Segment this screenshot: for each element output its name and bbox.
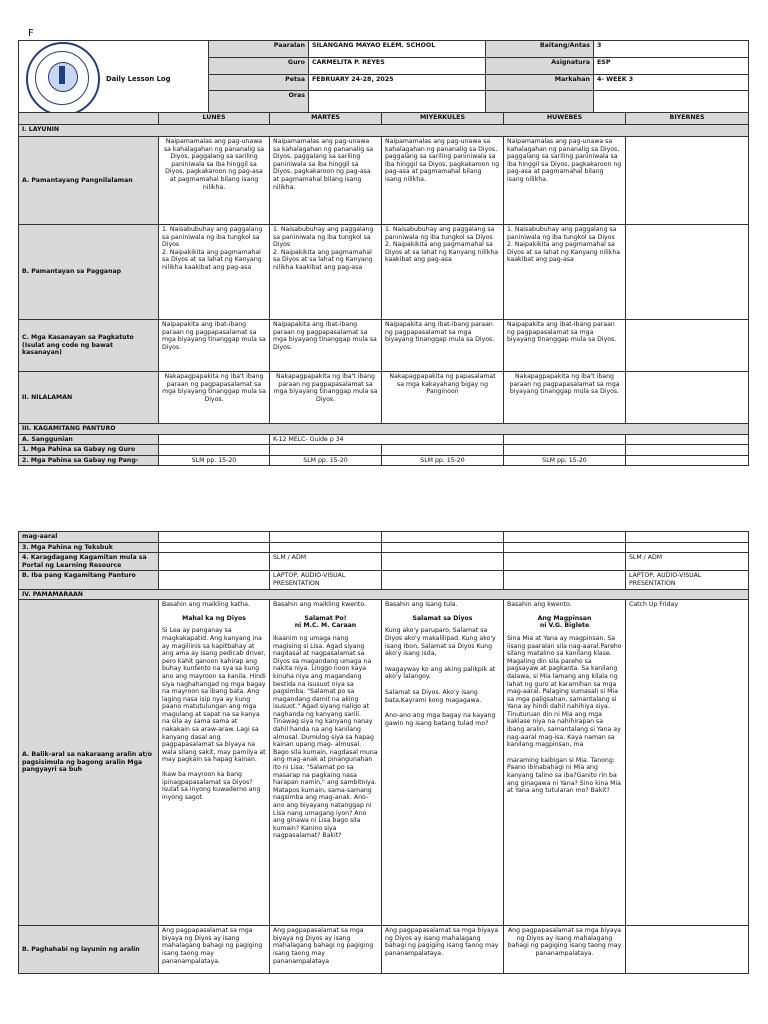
row-label-pang-mag-cont: mag-aaral	[19, 532, 159, 543]
cell-balik-wed	[382, 600, 504, 926]
cell-balik-fri: Catch Up Friday	[626, 600, 749, 926]
corner-cell	[19, 113, 159, 125]
row-label-a: A. Pamantayang Pangnilalaman	[19, 137, 159, 225]
label-date: Petsa	[209, 74, 309, 91]
cell-sang-mon	[159, 434, 270, 445]
label-subject: Asignatura	[486, 57, 594, 74]
section-pamamaraan: IV. PAMAMARAAN	[19, 589, 749, 600]
cell-slm-mon: SLM pp. 15-20	[159, 455, 270, 466]
cell-slm-thu: SLM pp. 15-20	[504, 455, 626, 466]
label-quarter: Markahan	[486, 74, 594, 91]
cell-a-fri	[626, 137, 749, 225]
cell-nil-thu: Nakapagpapakita ng iba't ibang paraan ng pagpapasalamat sa mga biyayang tinanggap mula sa Diyos.	[504, 372, 626, 424]
value-subject: ESP	[594, 57, 749, 74]
cell-pag-fri	[626, 926, 749, 974]
story-tue-intro: Basahin ang maikling kwento.	[273, 601, 367, 609]
cell-balik-mon	[159, 600, 270, 926]
cell-b-thu: 1. Naisabubuhay ang paggalang sa paniniwala ng iba tungkol sa Diyos 2. Naipakikita ang pagmamahal sa Diyos at sa lahat ng Kanyang nilikha kaakibat ang pag-asa	[504, 225, 626, 320]
story-thu-body: Sina Mia at Yana ay magpinsan. Sa iisang paaralan sila nag-aaral.Pareho silang matalino sa kanilang klase. Magaling din sila pareho sa pagsayaw at pagkanta. Sa kanilang dalawa, si Mia lamang ang kilala ng lahat ng guro at karamihan sa mga mag-aaral. Palaging sumasali si Mia sa mga paligsahan, samantalang si Yana ay hindi dahil nahihiya siya. Tinuturuan din ni Mia ang mga kaklase niya na nahihirapan sa ibang aralin, samantalang si Yana ay nag-aaral mag-isa. Kaya naman sa kanilang magpinsan, ma	[507, 634, 622, 749]
day-head-fri: BIYERNES	[626, 113, 749, 125]
section-nilalaman: II. NILALAMAN	[19, 372, 159, 424]
lesson-table-1	[18, 112, 749, 466]
section-kagamitan: III. KAGAMITANG PANTURO	[19, 424, 749, 435]
cell-nil-wed: Nakapagpapakita ng papasalamat sa mga kakayahang bigay ng Panginoon	[382, 372, 504, 424]
cell-a-tue: Naipamamalas ang pag-unawa sa kahalagahan ng pananalig sa Diyos, paggalang sa sariling paniniwala sa iba hinggil sa Diyos, pagkakaroon ng pag-asa at pagmamahal bilang isang nilikha.	[270, 137, 382, 225]
story-wed-title: Salamat sa Diyos	[412, 614, 473, 622]
cell-iba-tue: LAPTOP, AUDIO-VISUAL PRESENTATION	[270, 571, 382, 589]
cell-a-mon: Naipamamalas ang pag-unawa sa kahalagahan ng pananalig sa Diyos, paggalang sa sariling paniniwala sa iba hinggil sa Diyos, pagkakaroon ng pag-asa at pagmamahal bilang isang nilikha.	[159, 137, 270, 225]
cell-pm2-mon	[159, 532, 270, 543]
story-thu-intro: Basahin ang kwento.	[507, 601, 572, 609]
cell-pag-mon: Ang pagpapasalamat sa mga biyaya ng Diyos ay isang mahalagang bahagi ng pagiging isang taong may pananampalataya.	[159, 926, 270, 974]
cell-sang-val: K-12 MELC- Guide p 34	[270, 434, 504, 445]
row-label-b: B. Pamantayan sa Pagganap	[19, 225, 159, 320]
story-wed-question: Ano-ano ang mga bagay na kayang gawin ng isang batang tulad mo?	[385, 712, 496, 727]
value-quarter: 4- WEEK 3	[594, 74, 749, 91]
section-layunin: I. LAYUNIN	[19, 125, 749, 137]
cell-b-fri	[626, 225, 749, 320]
cell-b-mon: 1. Naisabubuhay ang paggalang sa paniniwala ng iba tungkol sa Diyos 2. Naipakikita ang pagmamahal sa Diyos at sa lahat ng Kanyang nilikha kaakibat ang pag-asa	[159, 225, 270, 320]
cell-slm-tue: SLM pp. 15-20	[270, 455, 382, 466]
cell-iba-wed	[382, 571, 504, 589]
label-time: Oras	[209, 91, 309, 118]
cell-c-fri	[626, 320, 749, 372]
log-title: Daily Lesson Log	[106, 75, 171, 83]
cell-slm-fri	[626, 455, 749, 466]
lesson-table-page-2	[18, 531, 748, 974]
cell-kar-wed	[382, 553, 504, 571]
cell-guro-wed	[382, 445, 504, 456]
day-head-thu: HUWEBES	[504, 113, 626, 125]
row-label-balik: A. Balik-aral sa nakaraang aralin at/o pagsisimula ng bagong aralin Mga pangyayri sa buh	[19, 600, 159, 926]
cell-a-thu: Naipamamalas ang pag-unawa sa kahalagahan ng pananalig sa Diyos, paggalang sa sariling paniniwala sa iba hinggil sa Diyos, pagkakaroon ng pag-asa at pagmamahal bilang isang nilikha.	[504, 137, 626, 225]
value-date: FEBRUARY 24-28, 2025	[309, 74, 486, 91]
cell-pag-tue: Ang pagpapasalamat sa mga biyaya ng Diyos ay isang mahalagang bahagi ng pagiging isang taong may pananampalataya	[270, 926, 382, 974]
cell-pag-thu: Ang pagpapasalamat sa mga biyaya ng Diyos ay isang mahalagang bahagi ng pagiging isang taong may pananampalataya.	[504, 926, 626, 974]
cell-nil-fri	[626, 372, 749, 424]
cell-pm2-tue	[270, 532, 382, 543]
lesson-table-page-1	[18, 112, 748, 466]
cell-kar-tue: SLM / ADM	[270, 553, 382, 571]
day-head-mon: LUNES	[159, 113, 270, 125]
lesson-table-2	[18, 531, 749, 974]
corner-mark: F	[28, 28, 34, 39]
value-teacher: CARMELITA P. REYES	[309, 57, 486, 74]
label-grade: Baitang/Antas	[486, 41, 594, 58]
cell-kar-mon	[159, 553, 270, 571]
cell-guro-fri	[626, 445, 749, 456]
cell-balik-tue	[270, 600, 382, 926]
cell-iba-thu	[504, 571, 626, 589]
story-wed-intro: Basahin ang isang tula.	[385, 601, 458, 609]
cell-c-mon: Naipapakita ang ibat-ibang paraan ng pagpapasalamat sa mga biyayang tinanggap mula sa Diyos.	[159, 320, 270, 372]
story-mon-body: Si Lea ay panganay sa magkakapatid. Ang kanyang ina ay magiliinis sa kapitbahay at ang ama ay isang pedicab driver, pero kahit ganoon kahirap ang buhay kuntento na sya sa kung ano ang mayroon sa kanila. Hindi siya naghahangad ng mga bagay na mayroon sa ibang bata. Ang laging nasa isip nya ay kung paano matutulungan ang mga magulang at sapat na sa kanya na sila ay sama sama at nakakain sa araw-araw. Lagi sa kanyang dasal ang pagpapasalamat sa biyaya na wala silang sakit, may pamilya at may pagkain sa hapag kainan.	[162, 627, 266, 764]
cell-kar-fri: SLM / ADM	[626, 553, 749, 571]
cell-tb-tue	[270, 542, 382, 553]
story-mon-intro: Basahin ang maikling katha.	[162, 601, 250, 609]
cell-pm2-fri	[626, 532, 749, 543]
cell-balik-thu	[504, 600, 626, 926]
cell-b-wed: 1. Naisabubuhay ang paggalang sa paniniwala ng iba tungkol sa Diyos 2. Naipakikita ang pagmamahal sa Diyos at sa lahat ng Kanyang nilikha kaakibat ang pag-asa	[382, 225, 504, 320]
row-label-karagdagan: 4. Karagdagang Kagamitan mula sa Portal ng Learning Resource	[19, 553, 159, 571]
row-label-iba-pang: B. Iba pang Kagamitang Panturo	[19, 571, 159, 589]
logo-cell	[19, 41, 209, 118]
cell-pm2-wed	[382, 532, 504, 543]
cell-iba-fri: LAPTOP, AUDIO-VISUAL PRESENTATION	[626, 571, 749, 589]
story-thu-author: ni V.G. Biglete	[539, 622, 590, 630]
cell-slm-wed: SLM pp. 15-20	[382, 455, 504, 466]
story-thu-body2: maraming kaibigan si Mia. Tanong: Paano ibinabahagi ni Mia ang kanyang talino sa iba?Ganito rin ba ang ginagawa ni Yana? Sino kina Mia at Yana ang tutularan mo? Bakit?	[507, 756, 621, 795]
story-mon-question: Ikaw ba mayroon ka bang ipinagpapasalamat sa Diyos? Isulat sa inyong kuwaderno ang inyong sagot.	[162, 771, 261, 801]
cell-c-tue: Naipapakita ang ibat-ibang paraan ng pagpapasalamat sa mga biyayang tinanggap mula sa Diyos.	[270, 320, 382, 372]
cell-nil-tue: Nakapagpapakita ng iba't ibang paraan ng pagpapasalamat sa mga biyayang tinanggap mula sa Diyos.	[270, 372, 382, 424]
cell-sang-fri	[626, 434, 749, 445]
row-label-pang-mag: 2. Mga Pahina sa Gabay ng Pang-	[19, 455, 159, 466]
story-tue-author: ni M.C. M. Caraan	[294, 622, 357, 630]
cell-nil-mon: Nakapagpapakita ng iba't ibang paraan ng pagpapasalamat sa mga biyayang tinanggap mula sa Diyos.	[159, 372, 270, 424]
cell-kar-thu	[504, 553, 626, 571]
story-mon-title: Mahal ka ng Diyos	[182, 614, 246, 622]
cell-c-wed: Naipapakita ang ibat-ibang paraan ng pagpapasalamat sa mga biyayang tinanggap mula sa Diyos.	[382, 320, 504, 372]
cell-guro-thu	[504, 445, 626, 456]
cell-tb-thu	[504, 542, 626, 553]
cell-a-wed: Naipamamalas ang pag-unawa sa kahalagahan ng pananalig sa Diyos, paggalang sa sariling paniniwala sa iba hinggil sa Diyos, pagkakaroon ng pag-asa at pagmamahal bilang isang nilikha.	[382, 137, 504, 225]
story-wed-body3: Salamat sa Diyos. Ako'y isang bata,Kayrami kong magagawa.	[385, 688, 482, 704]
cell-b-tue: 1. Naisabubuhay ang paggalang sa paniniwala ng iba tungkol sa Diyos 2. Naipakikita ang pagmamahal sa Diyos at sa lahat ng Kanyang nilikha kaakibat ang pag-asa	[270, 225, 382, 320]
story-tue-body: Ikaanim ng umaga nang magising si Lisa. Agad siyang nagdasal at nagpasalamat sa Diyos sa magandang umaga na nakita niya. Linggo noon kaya kinuha niya ang magandang bestida na isusuot niya sa pagsimba. "Salamat po sa magandang damit na aking isusuot." Agad siyang naligo at naghanda ng kanyang sarili. Tinawag siya ng kanyang nanay dahil handa na ang kanilang almusal. Dumulog siya sa hapag kainan upang mag- almusal. Bago sila kumain, nagdasal muna ang mag-anak at pinangunahan ito ni Lisa. "Salamat po sa masarap na pagkaing nasa harapan namin," ang sambitniya. Matapos kumain, sama-samang nagsimba ang mag-anak. Ano-ano ang biyayang natanggap ni Lisa nang umagang iyon? Ano ang ginawa ni Lisa bago sila kumain? Kanino siya nagpasalamat? Bakit?	[273, 634, 378, 840]
cell-iba-mon	[159, 571, 270, 589]
label-teacher: Guro	[209, 57, 309, 74]
cell-pm2-thu	[504, 532, 626, 543]
row-label-c: C. Mga Kasanayan sa Pagkatuto (Isulat ang code ng bawat kasanayan)	[19, 320, 159, 372]
row-label-guro: 1. Mga Pahina sa Gabay ng Guro	[19, 445, 159, 456]
cell-c-thu: Naipapakita ang ibat-ibang paraan ng pagpapasalamat sa mga biyayang tinanggap mula sa Diyos.	[504, 320, 626, 372]
cell-tb-mon	[159, 542, 270, 553]
deped-seal-icon	[26, 42, 100, 116]
story-wed-body: Kung ako'y paruparo, Salamat sa Diyos ako'y makalilipad. Kung ako'y isang Ibon, Salamat sa Diyos Kung ako'y isang isda,	[385, 627, 496, 658]
header-table	[18, 40, 749, 118]
row-label-sanggunian: A. Sanggunian	[19, 434, 159, 445]
label-school: Paaralan	[209, 41, 309, 58]
day-head-wed: MIYERKULES	[382, 113, 504, 125]
cell-tb-wed	[382, 542, 504, 553]
cell-guro-mon	[159, 445, 270, 456]
story-thu-title: Ang Magpinsan	[537, 614, 592, 622]
cell-tb-fri	[626, 542, 749, 553]
cell-pag-wed: Ang pagpapasalamat sa mga biyaya ng Diyos ay isang mahalagang bahagi ng pagiging isang taong may pananampalataya.	[382, 926, 504, 974]
cell-sang-thu	[504, 434, 626, 445]
value-grade: 3	[594, 41, 749, 58]
row-label-teksbuk: 3. Mga Pahina ng Teksbuk	[19, 542, 159, 553]
story-tue-title: Salamat Po!	[304, 614, 347, 622]
cell-guro-tue	[270, 445, 382, 456]
value-school: SILANGANG MAYAO ELEM. SCHOOL	[309, 41, 486, 58]
lesson-log-header	[18, 40, 748, 118]
day-head-tue: MARTES	[270, 113, 382, 125]
story-wed-body2: Iwagayway ko ang aking palikpik at ako'y lalangoy.	[385, 665, 496, 681]
row-label-paghahabi: B. Paghahabi ng layunin ng aralin	[19, 926, 159, 974]
